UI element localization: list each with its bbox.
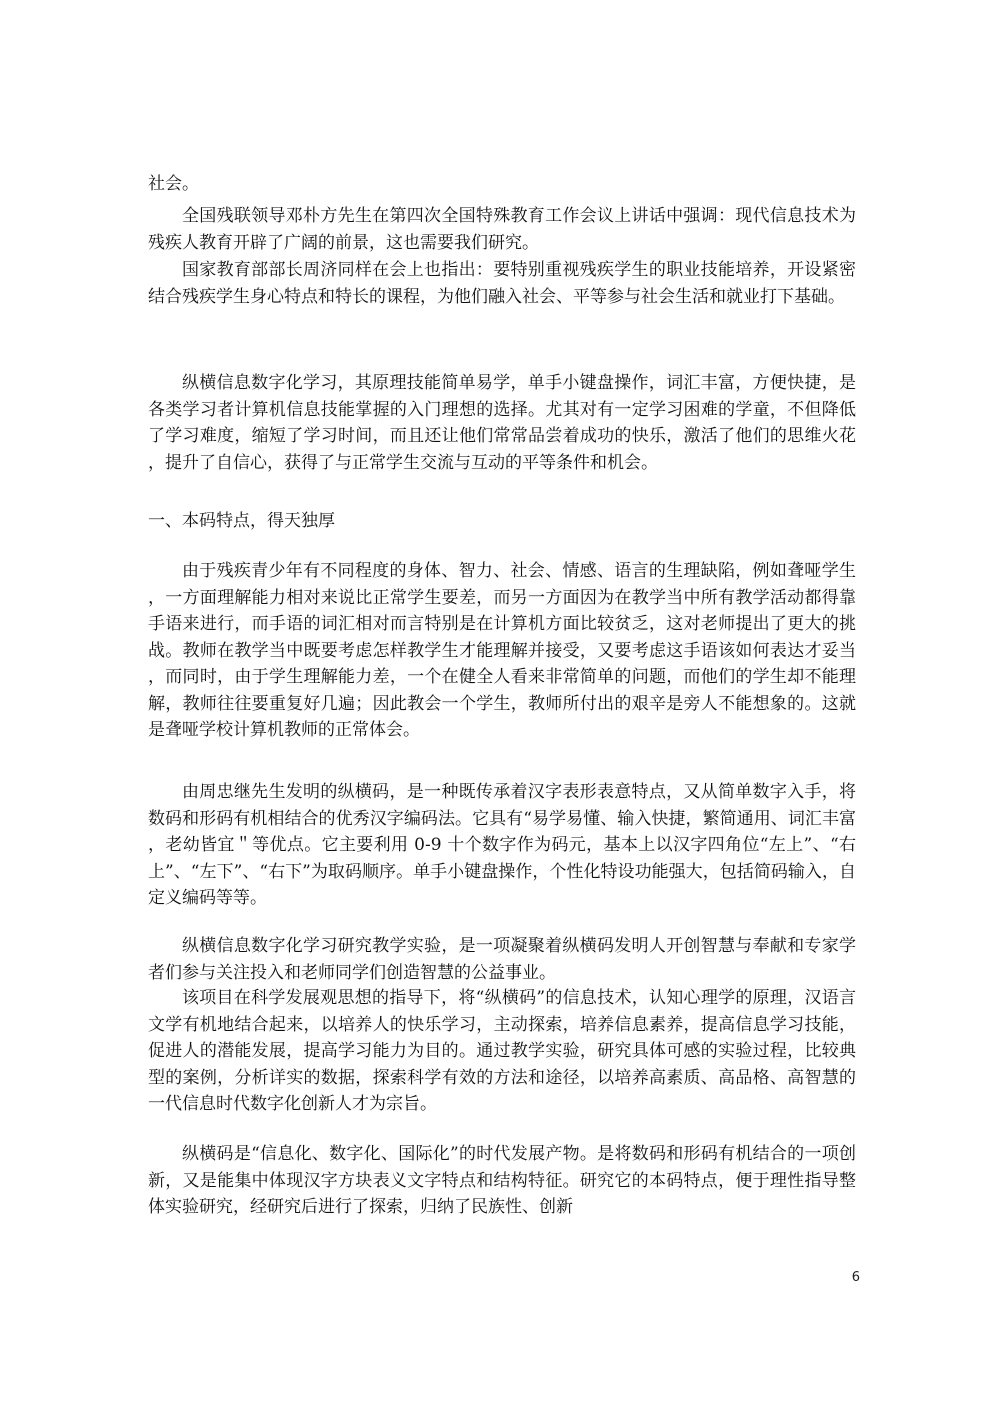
paragraph-text: 纵横信息数字化学习，其原理技能简单易学，单手小键盘操作，词汇丰富，方便快捷，是各类学习者计算机信息技能掌握的入门理想的选择。尤其对有一定学习困难的学童，不但降低了学习难度，缩短了学习时间，而且还让他们常常品尝着成功的快乐，激活了他们的思维火花，提升了自信心，获得了与正常学生交流与互动的平等条件和机会。 [148,373,856,473]
paragraph-8 [148,985,856,1118]
paragraph-text: 社会。 [148,174,199,194]
paragraph-3 [148,257,856,310]
paragraph-text: 由于残疾青少年有不同程度的身体、智力、社会、情感、语言的生理缺陷，例如聋哑学生，一方面理解能力相对来说比正常学生要差，而另一方面因为在教学当中所有教学活动都得靠手语来进行，而手语的词汇相对而言特别是在计算机方面比较贫乏，这对老师提出了更大的挑战。教师在教学当中既要考虑怎样教学生才能理解并接受，又要考虑这手语该如何表达才妥当，而同时，由于学生理解能力差，一个在健全人看来非常简单的问题，而他们的学生却不能理解，教师往往要重复好几遍；因此教会一个学生，教师所付出的艰辛是旁人不能想象的。这就是聋哑学校计算机教师的正常体会。 [148,561,856,740]
paragraph-5 [148,558,856,744]
paragraph-6 [148,779,856,912]
paragraph-1 [148,171,856,198]
paragraph-text: 全国残联领导邓朴方先生在第四次全国特殊教育工作会议上讲话中强调：现代信息技术为残疾人教育开辟了广阔的前景，这也需要我们研究。 [148,206,856,253]
section-heading-text: 一、本码特点，得天独厚 [148,511,335,531]
paragraph-9 [148,1141,856,1221]
paragraph-text: 国家教育部部长周济同样在会上也指出：要特别重视残疾学生的职业技能培养，开设紧密结合残疾学生身心特点和特长的课程，为他们融入社会、平等参与社会生活和就业打下基础。 [148,260,856,307]
paragraph-4 [148,370,856,476]
paragraph-text: 该项目在科学发展观思想的指导下，将“纵横码”的信息技术，认知心理学的原理，汉语言文学有机地结合起来，以培养人的快乐学习，主动探索，培养信息素养，提高信息学习技能，促进人的潜能发展，提高学习能力为目的。通过教学实验，研究具体可感的实验过程，比较典型的案例，分析详实的数据，探索科学有效的方法和途径，以培养高素质、高品格、高智慧的一代信息时代数字化创新人才为宗旨。 [148,988,856,1114]
paragraph-text: 由周忠继先生发明的纵横码，是一种既传承着汉字表形表意特点，又从简单数字入手，将数码和形码有机相结合的优秀汉字编码法。它具有“易学易懂、输入快捷，繁简通用、词汇丰富，老幼皆宜＂等优点。它主要利用 0-9 十个数字作为码元，基本上以汉字四角位“左上”、“右上”、“左下”、“右下”为取码顺序。单手小键盘操作，个性化特设功能强大，包括简码输入，自定义编码等等。 [148,782,856,908]
paragraph-text: 纵横码是“信息化、数字化、国际化”的时代发展产物。是将数码和形码有机结合的一项创新，又是能集中体现汉字方块表义文字特点和结构特征。研究它的本码特点，便于理性指导整体实验研究，经研究后进行了探索，归纳了民族性、创新 [148,1144,856,1217]
paragraph-2 [148,203,856,256]
section-heading [148,508,856,535]
paragraph-text: 纵横信息数字化学习研究教学实验，是一项凝聚着纵横码发明人开创智慧与奉献和专家学者们参与关注投入和老师同学们创造智慧的公益事业。 [148,936,856,983]
page-number: 6 [851,1270,860,1285]
paragraph-7 [148,933,856,986]
